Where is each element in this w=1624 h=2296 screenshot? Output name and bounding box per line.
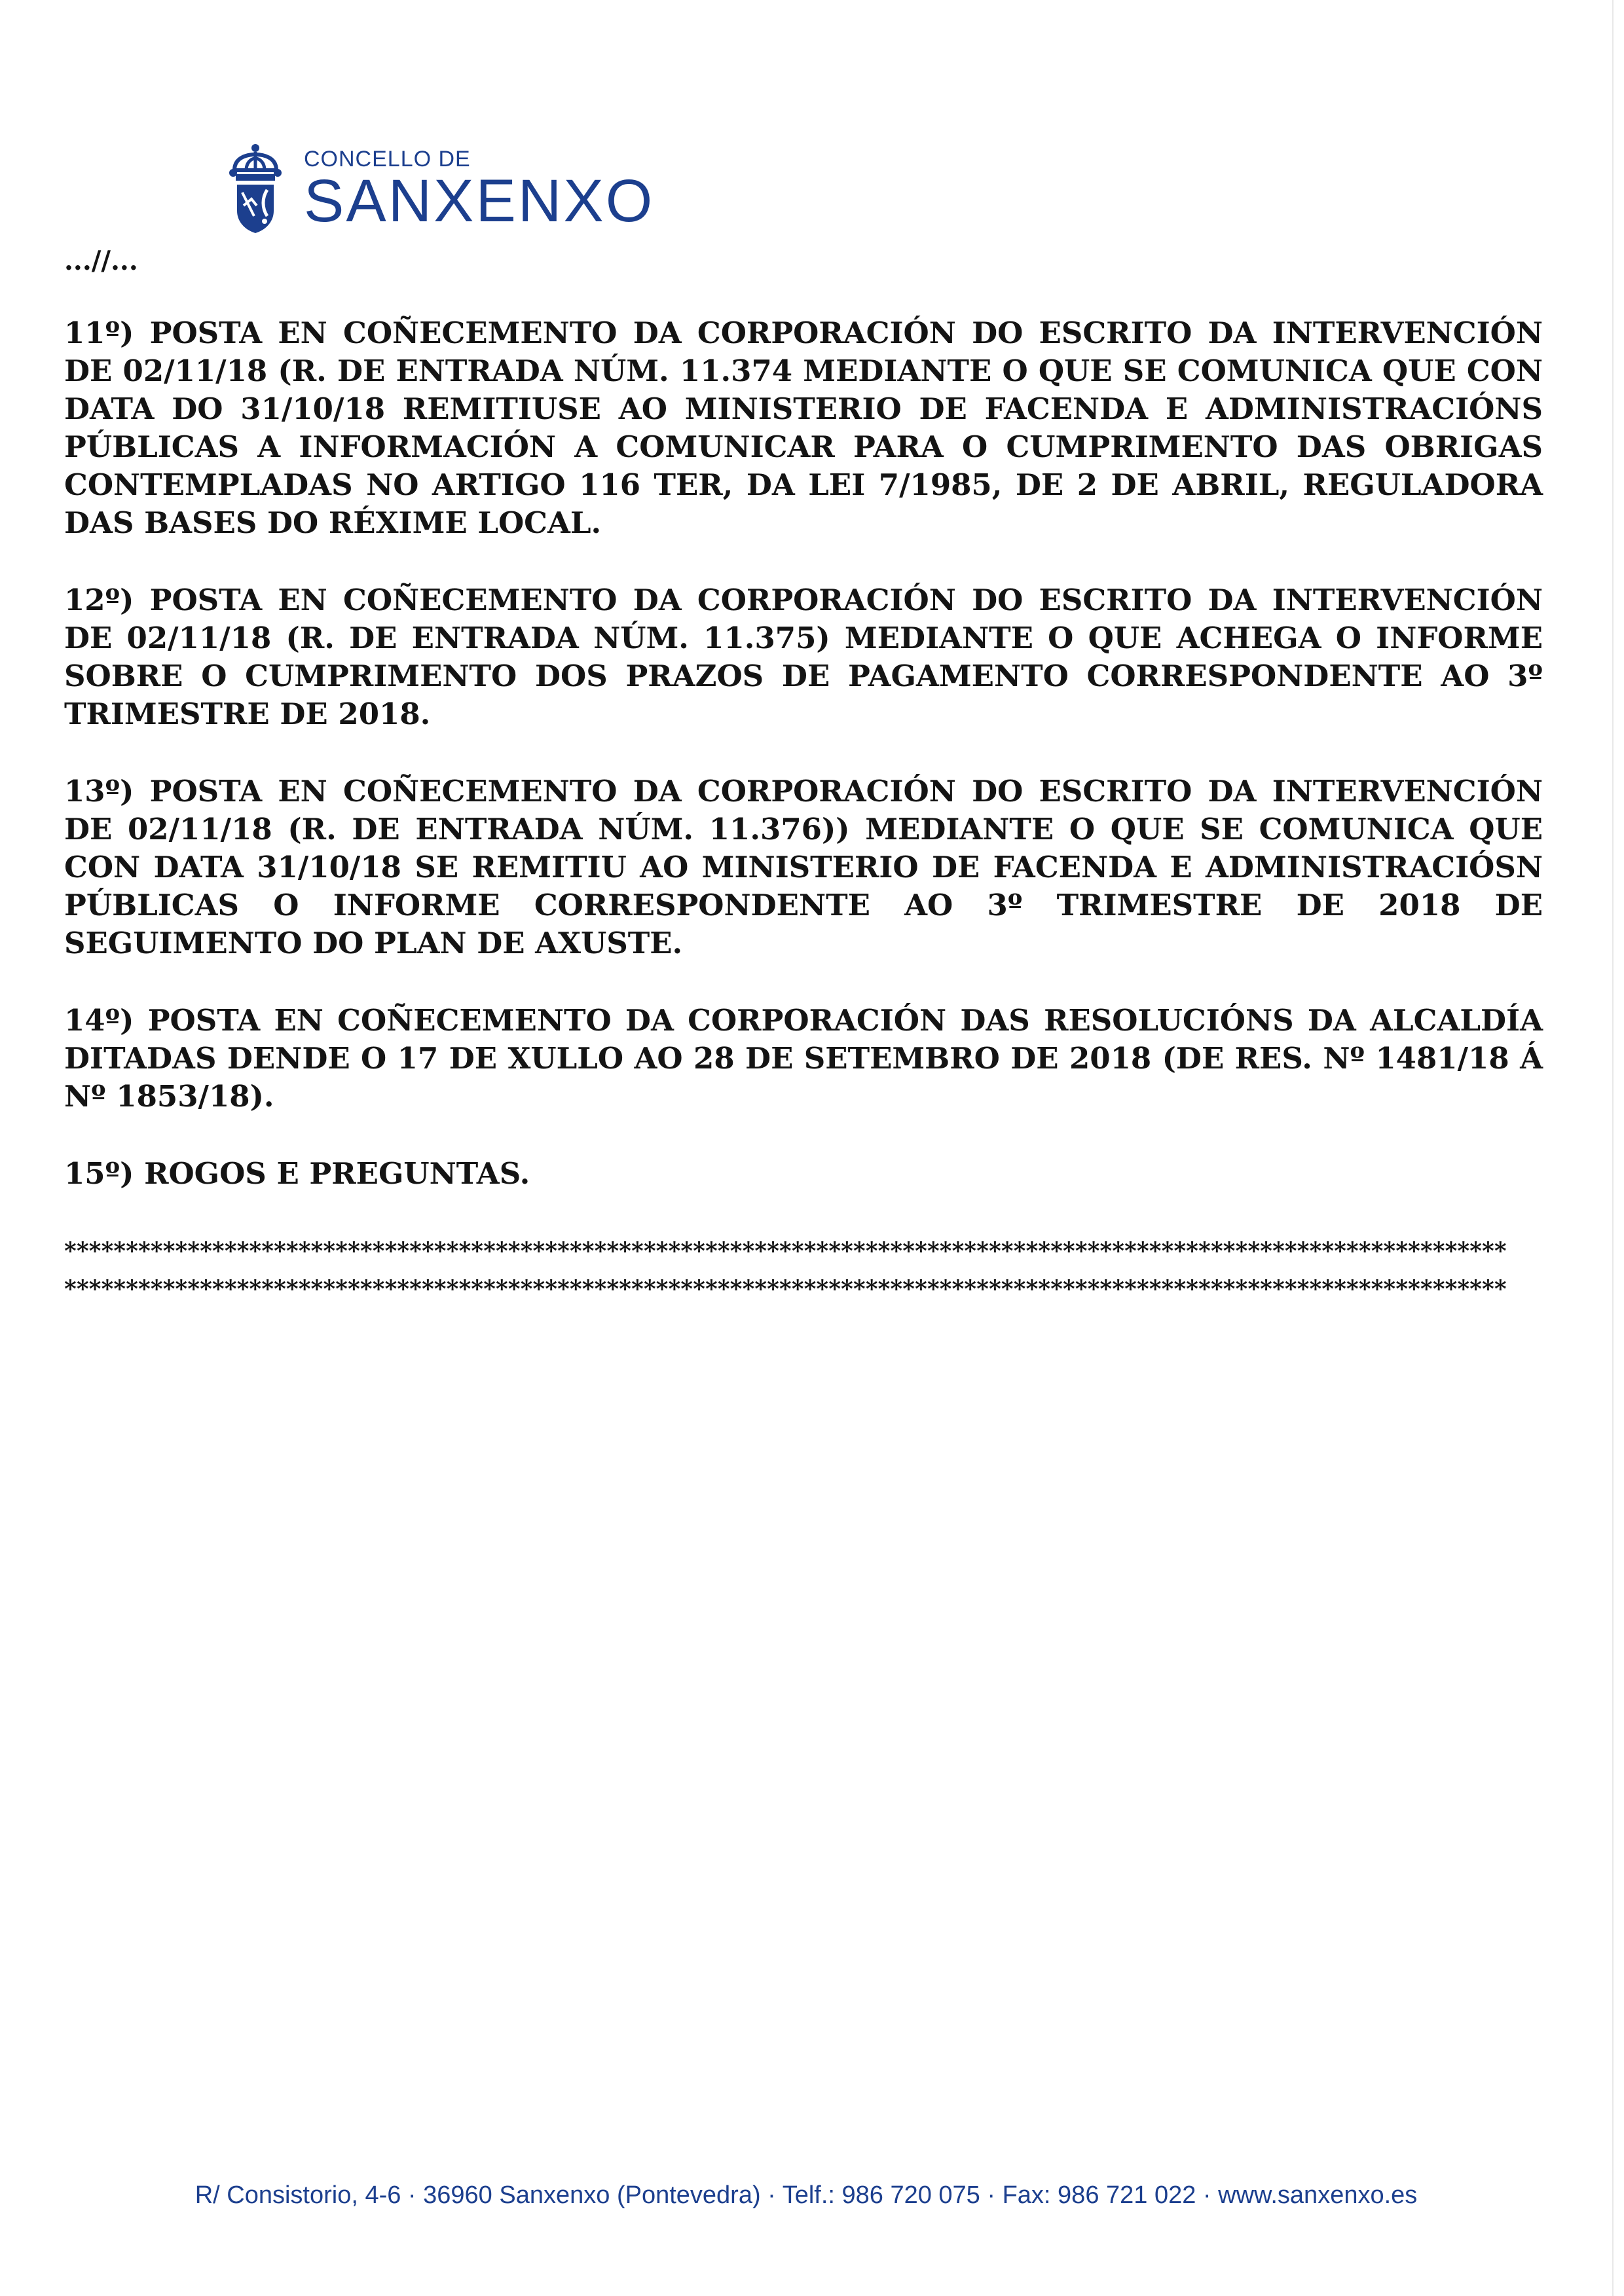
agenda-item-14: 14º) POSTA EN COÑECEMENTO DA CORPORACIÓN DAS RESOLUCIÓNS DA ALCALDÍA DITADAS DENDE O 17 DE XULLO AO 28 DE SETEMBRO DE 2018 (DE RES. Nº 1481/18 Á Nº 1853/18). xyxy=(64,1003,1543,1114)
logo-subtitle: CONCELLO DE xyxy=(304,147,471,172)
continuation-mark: ...//... xyxy=(64,246,138,276)
separator-line-2: ********************************************************************************************************************* xyxy=(64,1275,1507,1303)
agenda-item-15: 15º) ROGOS E PREGUNTAS. xyxy=(64,1156,530,1191)
agenda-item-13: 13º) POSTA EN COÑECEMENTO DA CORPORACIÓN DO ESCRITO DA INTERVENCIÓN DE 02/11/18 (R. DE ENTRADA NÚM. 11.376)) MEDIANTE O QUE SE COMUNICA QUE CON DATA 31/10/18 SE REMITIU AO MINISTERIO DE FACENDA E ADMINISTRACIÓSN PÚBLICAS O INFORME CORRESPONDENTE AO 3º TRIMESTRE DE 2018 DE SEGUIMENTO DO PLAN DE AXUSTE. xyxy=(64,774,1543,960)
separator-line-1: ********************************************************************************************************************* xyxy=(64,1237,1507,1265)
logo-text xyxy=(304,143,655,234)
footer-address: R/ Consistorio, 4-6 · 36960 Sanxenxo (Pontevedra) · Telf.: 986 720 075 · Fax: 986 721 022 · www.sanxenxo.es xyxy=(194,2181,1418,2209)
agenda-item-12: 12º) POSTA EN COÑECEMENTO DA CORPORACIÓN DO ESCRITO DA INTERVENCIÓN DE 02/11/18 (R. DE ENTRADA NÚM. 11.375) MEDIANTE O QUE ACHEGA O INFORME SOBRE O CUMPRIMENTO DOS PRAZOS DE PAGAMENTO CORRESPONDENTE AO 3º TRIMESTRE DE 2018. xyxy=(64,583,1543,731)
agenda-item-11: 11º) POSTA EN COÑECEMENTO DA CORPORACIÓN DO ESCRITO DA INTERVENCIÓN DE 02/11/18 (R. DE ENTRADA NÚM. 11.374 MEDIANTE O QUE SE COMUNICA QUE CON DATA DO 31/10/18 REMITIUSE AO MINISTERIO DE FACENDA E ADMINISTRACIÓNS PÚBLICAS A INFORMACIÓN A COMUNICAR PARA O CUMPRIMENTO DAS OBRIGAS CONTEMPLADAS NO ARTIGO 116 TER, DA LEI 7/1985, DE 2 DE ABRIL, REGULADORA DAS BASES DO RÉXIME LOCAL. xyxy=(64,316,1543,540)
logo-title: SANXENXO xyxy=(304,168,655,234)
council-logo xyxy=(228,143,654,234)
crest-icon xyxy=(228,143,283,234)
agenda-content xyxy=(64,314,1543,1308)
page-edge xyxy=(1612,0,1614,2296)
separator-block xyxy=(64,1232,1543,1308)
